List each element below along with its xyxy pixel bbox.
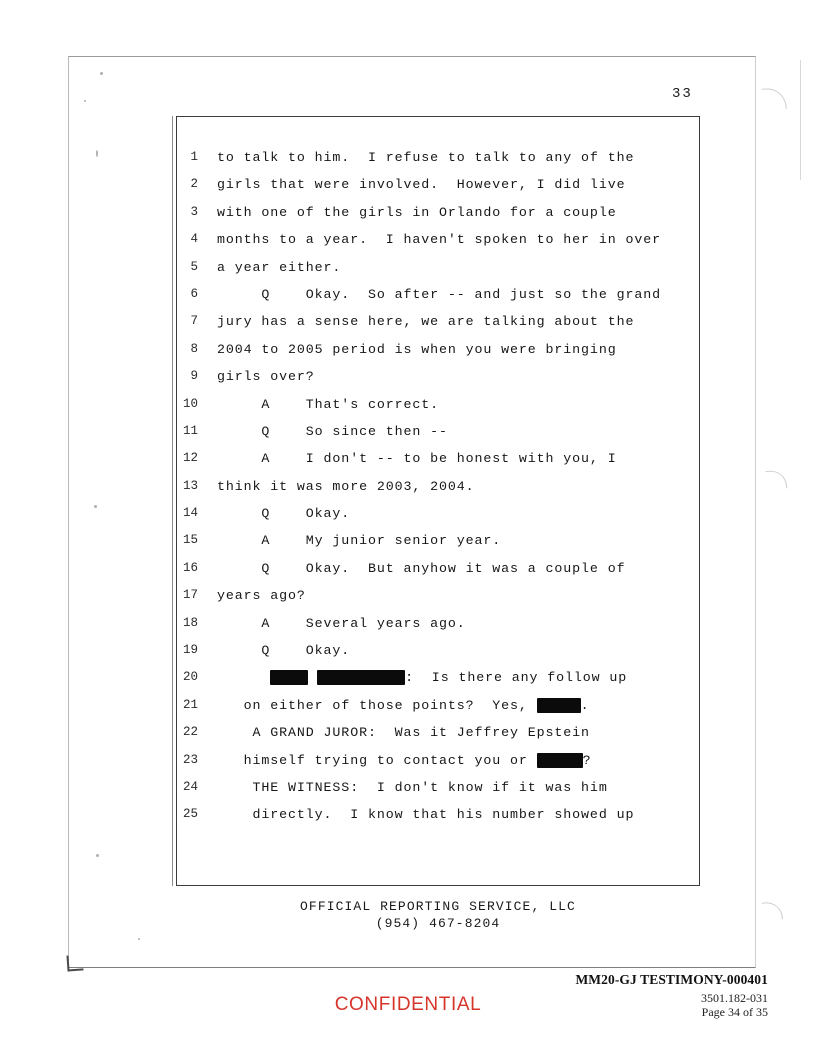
scan-speck — [94, 505, 97, 508]
line-text: a year either. — [217, 259, 342, 275]
line-number: 7 — [190, 314, 198, 329]
line-text: A I don't -- to be honest with you, I — [217, 451, 617, 467]
line-number: 16 — [182, 560, 198, 575]
redaction-bar — [537, 698, 581, 713]
line-number: 15 — [182, 533, 198, 548]
line-number: 18 — [182, 615, 198, 630]
line-number: 4 — [190, 232, 198, 247]
line-number: 11 — [182, 423, 198, 438]
scan-speck — [138, 938, 140, 940]
line-text: to talk to him. I refuse to talk to any of the — [217, 150, 635, 165]
transcript-line — [176, 150, 700, 177]
scan-speck — [100, 72, 103, 75]
transcript-line — [176, 177, 700, 204]
transcript-line — [176, 451, 700, 478]
page-number: 33 — [672, 86, 693, 102]
confidential-stamp: CONFIDENTIAL — [334, 994, 482, 1015]
transcript-line — [176, 561, 700, 588]
line-text: Q So since then -- — [217, 423, 448, 439]
transcript-line — [176, 397, 700, 424]
line-text: months to a year. I haven't spoken to her in over — [217, 232, 661, 248]
transcript-line — [176, 725, 700, 752]
line-number: 14 — [182, 506, 198, 521]
line-text: himself trying to contact you or ? — [243, 752, 592, 768]
redaction-bar — [537, 753, 583, 768]
transcript-line — [176, 588, 700, 615]
line-number: 20 — [182, 670, 198, 685]
line-text: think it was more 2003, 2004. — [217, 478, 475, 494]
transcript-line — [176, 780, 700, 807]
reporter-phone: (954) 467-8204 — [375, 916, 501, 931]
line-text: A GRAND JUROR: Was it Jeffrey Epstein — [217, 725, 590, 741]
line-number-rule — [172, 116, 173, 886]
line-text: jury has a sense here, we are talking about the — [217, 314, 635, 330]
transcript-line — [176, 287, 700, 314]
line-number: 17 — [182, 588, 198, 603]
transcript-line — [176, 533, 700, 560]
line-number: 19 — [182, 643, 198, 658]
line-text: directly. I know that his number showed up — [217, 807, 635, 823]
transcript-line — [176, 369, 700, 396]
line-number: 8 — [190, 341, 198, 356]
line-number: 3 — [190, 204, 198, 219]
line-number: 6 — [190, 286, 198, 301]
transcript-line — [176, 342, 700, 369]
bates-number: MM20-GJ TESTIMONY-000401 — [575, 972, 768, 987]
transcript-line — [176, 232, 700, 259]
line-text: THE WITNESS: I don't know if it was him — [217, 779, 608, 795]
line-text: Q Okay. — [217, 643, 351, 659]
transcript-line — [176, 616, 700, 643]
line-text: Q Okay. — [217, 506, 351, 522]
line-number: 10 — [182, 396, 198, 411]
transcript-line — [176, 807, 700, 834]
line-text: A My junior senior year. — [217, 533, 502, 549]
transcript-line — [176, 506, 700, 533]
scan-speck — [800, 60, 801, 180]
line-number: 22 — [182, 725, 198, 740]
transcript-line — [176, 643, 700, 670]
line-text: Q Okay. But anyhow it was a couple of — [217, 560, 626, 576]
reporter-footer — [176, 898, 700, 932]
transcript-line — [176, 260, 700, 287]
bates-block — [575, 972, 768, 1019]
line-text: Q Okay. So after -- and just so the grand — [217, 286, 661, 302]
bates-pagination: Page 34 of 35 — [701, 1005, 768, 1019]
line-text: with one of the girls in Orlando for a couple — [217, 204, 617, 220]
line-number: 25 — [182, 807, 198, 822]
line-text: girls over? — [217, 369, 315, 385]
line-text: A Several years ago. — [217, 615, 466, 631]
transcript-line — [176, 205, 700, 232]
line-text: on either of those points? Yes, . — [243, 697, 590, 713]
line-text: A That's correct. — [217, 396, 439, 412]
bates-exhibit: 3501.182-031 — [701, 991, 768, 1005]
scan-speck — [96, 854, 99, 857]
transcript-line — [176, 479, 700, 506]
transcript-line — [176, 670, 700, 697]
line-text: : Is there any follow up — [210, 670, 700, 685]
line-number: 23 — [182, 752, 198, 767]
line-number: 21 — [182, 697, 198, 712]
line-number: 1 — [190, 150, 198, 164]
transcript-line — [176, 424, 700, 451]
line-number: 24 — [182, 779, 198, 794]
reporter-company: OFFICIAL REPORTING SERVICE, LLC — [300, 899, 576, 914]
scan-speck — [96, 150, 98, 157]
line-text: 2004 to 2005 period is when you were bringing — [217, 341, 617, 357]
transcript-line — [176, 314, 700, 341]
line-number: 9 — [190, 369, 198, 384]
transcript-line — [176, 698, 700, 725]
transcript-lines — [176, 150, 700, 835]
transcript-line — [176, 753, 700, 780]
line-number: 5 — [190, 259, 198, 274]
scan-speck — [84, 100, 86, 102]
line-text: years ago? — [217, 588, 306, 604]
redaction-bar — [270, 670, 308, 685]
line-text: girls that were involved. However, I did live — [217, 177, 626, 193]
line-number: 12 — [182, 451, 198, 466]
line-number: 2 — [190, 177, 198, 192]
redaction-bar — [317, 670, 405, 685]
line-number: 13 — [182, 478, 198, 493]
